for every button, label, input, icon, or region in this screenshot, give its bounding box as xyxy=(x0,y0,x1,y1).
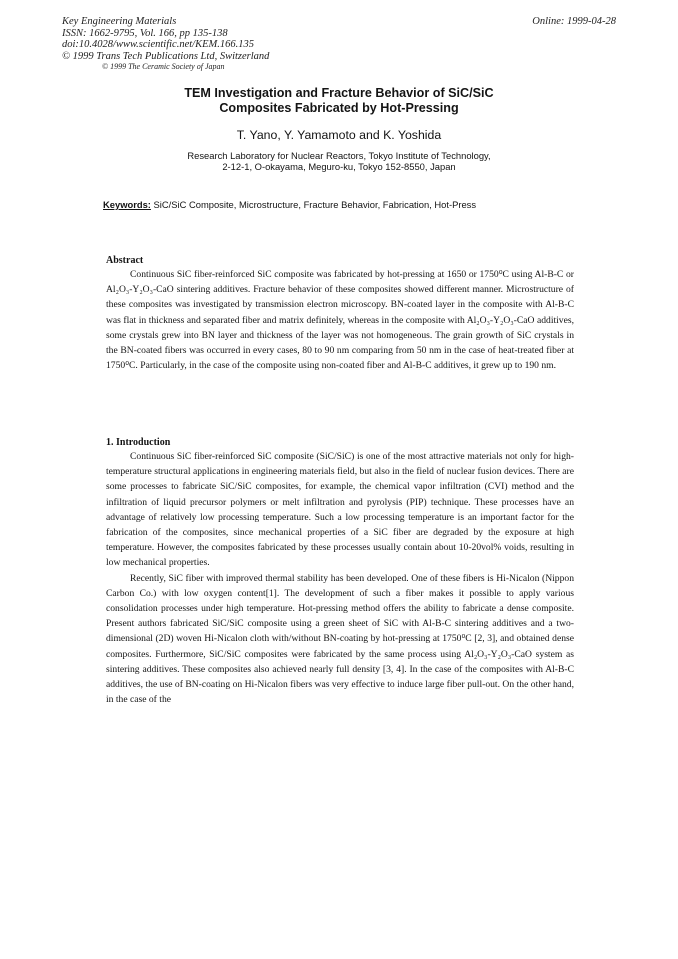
title-line-2: Composites Fabricated by Hot-Pressing xyxy=(219,101,459,115)
keywords xyxy=(103,199,476,210)
authors: T. Yano, Y. Yamamoto and K. Yoshida xyxy=(236,128,442,142)
introduction-body xyxy=(106,449,574,707)
journal-name: Key Engineering Materials xyxy=(62,16,177,27)
paper-title xyxy=(0,86,678,116)
affiliation-line-1: Research Laboratory for Nuclear Reactors, Tokyo Institute of Technology, xyxy=(187,150,491,161)
keywords-label: Keywords: xyxy=(103,199,151,210)
affiliation xyxy=(0,150,678,173)
intro-paragraph-1: Continuous SiC fiber-reinforced SiC composite (SiC/SiC) is one of the most attractive materials not only for high-temperature structural applications in engineering materials field, but also in the field of nuclear fusion devices. There are some processes to fabricate SiC/SiC composites, for example, the chemical vapor infiltration (CVI) method and the infiltration of liquid precursor polymers or melt infiltration and pyrolysis (PIP) technique. These processes have an advantage of relatively low processing temperature. Such a low processing temperature is an important factor for the fabrication of the composites, since mechanical properties of a SiC fiber are degraded by the exposure at high temperature. However, the composites fabricated by these processes usually contain about 10-20vol% voids, resulting in low mechanical properties. xyxy=(106,451,574,569)
title-line-1: TEM Investigation and Fracture Behavior of SiC/SiC xyxy=(184,86,494,100)
affiliation-line-2: 2-12-1, O-okayama, Meguro-ku, Tokyo 152-8550, Japan xyxy=(222,161,456,173)
online-date: Online: 1999-04-28 xyxy=(532,16,616,27)
abstract-heading: Abstract xyxy=(106,255,144,266)
intro-paragraph-2: Recently, SiC fiber with improved thermal stability has been developed. One of these fibers is Hi-Nicalon (Nippon Carbon Co.) with low oxygen content[1]. The development of such a fiber makes it possible to apply various consolidation processes under high temperature. Hot-pressing method offers the ability to fabricate a dense composite. Present authors fabricated SiC/SiC composite using a green sheet of SiC with Al-B-C sintering additives and a two-dimensional (2D) woven Hi-Nicalon cloth with/without BN-coating by hot-pressing at 1750⁰C [2, 3], and obtained dense composites. Furthermore, SiC/SiC composites were fabricated by the same process using Al₂O₃-Y₂O₃-CaO system as sintering additives. These composites also achieved nearly full density [3, 4]. In the case of the composites with Al-B-C additives, the use of BN-coating on Hi-Nicalon fibers was very effective to induce large fiber pull-out. On the other hand, in the case of the xyxy=(106,572,574,706)
publisher-line: © 1999 Trans Tech Publications Ltd, Switzerland xyxy=(62,50,270,62)
keywords-text: SiC/SiC Composite, Microstructure, Fracture Behavior, Fabrication, Hot-Press xyxy=(150,199,477,210)
issn-line: ISSN: 1662-9795, Vol. 166, pp 135-138 xyxy=(62,27,228,39)
abstract-body xyxy=(106,267,574,373)
abstract-paragraph: Continuous SiC fiber-reinforced SiC composite was fabricated by hot-pressing at 1650 or 1750⁰C using Al-B-C or Al₂O₃-Y₂O₃-CaO sintering additives. Fracture behavior of these composites showed different manner. Microstructure of these composites was investigated by transmission electron microscopy. BN-coated layer in the composite with Al-B-C was flat in thickness and separated fiber and matrix definitely, whereas in the composite with Al₂O₃-Y₂O₃-CaO additives, some crystals grew into BN layer and thickness of the layer was not homogeneous. The grain growth of SiC crystals in the BN-coated fibers was occurred in every cases, 80 to 90 nm comparing from 50 nm in the case of heat-treated fiber at 1750⁰C. Particularly, in the case of the composite using non-coated fiber and Al-B-C additives, it grew up to 190 nm. xyxy=(106,269,574,372)
society-copyright: © 1999 The Ceramic Society of Japan xyxy=(102,62,225,72)
journal-header xyxy=(62,16,269,71)
introduction-heading: 1. Introduction xyxy=(106,437,171,448)
doi-line: doi:10.4028/www.scientific.net/KEM.166.135 xyxy=(62,39,254,51)
